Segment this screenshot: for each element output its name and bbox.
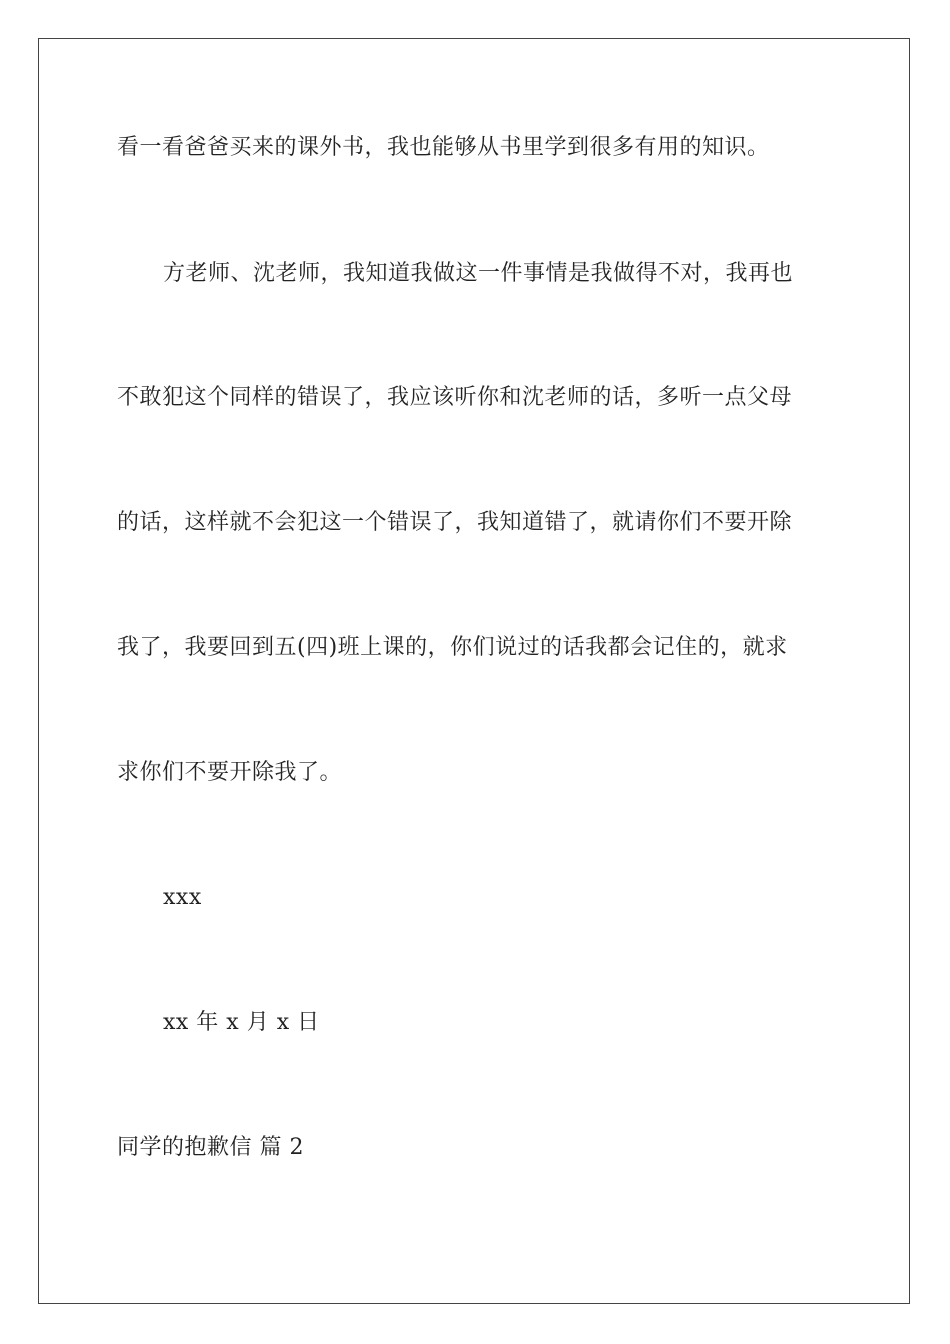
paragraph-line-5: 我了，我要回到五(四)班上课的，你们说过的话我都会记住的，就求 — [117, 635, 788, 660]
paragraph-line-4: 的话，这样就不会犯这一个错误了，我知道错了，就请你们不要开除 — [117, 510, 793, 535]
signature: xxx — [163, 885, 202, 910]
paragraph-line-1: 看一看爸爸买来的课外书，我也能够从书里学到很多有用的知识。 — [117, 135, 770, 160]
paragraph-line-2: 方老师、沈老师，我知道我做这一件事情是我做得不对，我再也 — [163, 261, 794, 286]
page-border — [38, 38, 910, 1304]
paragraph-line-6: 求你们不要开除我了。 — [117, 760, 343, 785]
section-heading: 同学的抱歉信 篇 2 — [117, 1135, 304, 1160]
date-line: xx 年 x 月 x 日 — [163, 1010, 320, 1035]
paragraph-line-3: 不敢犯这个同样的错误了，我应该听你和沈老师的话，多听一点父母 — [117, 385, 793, 410]
